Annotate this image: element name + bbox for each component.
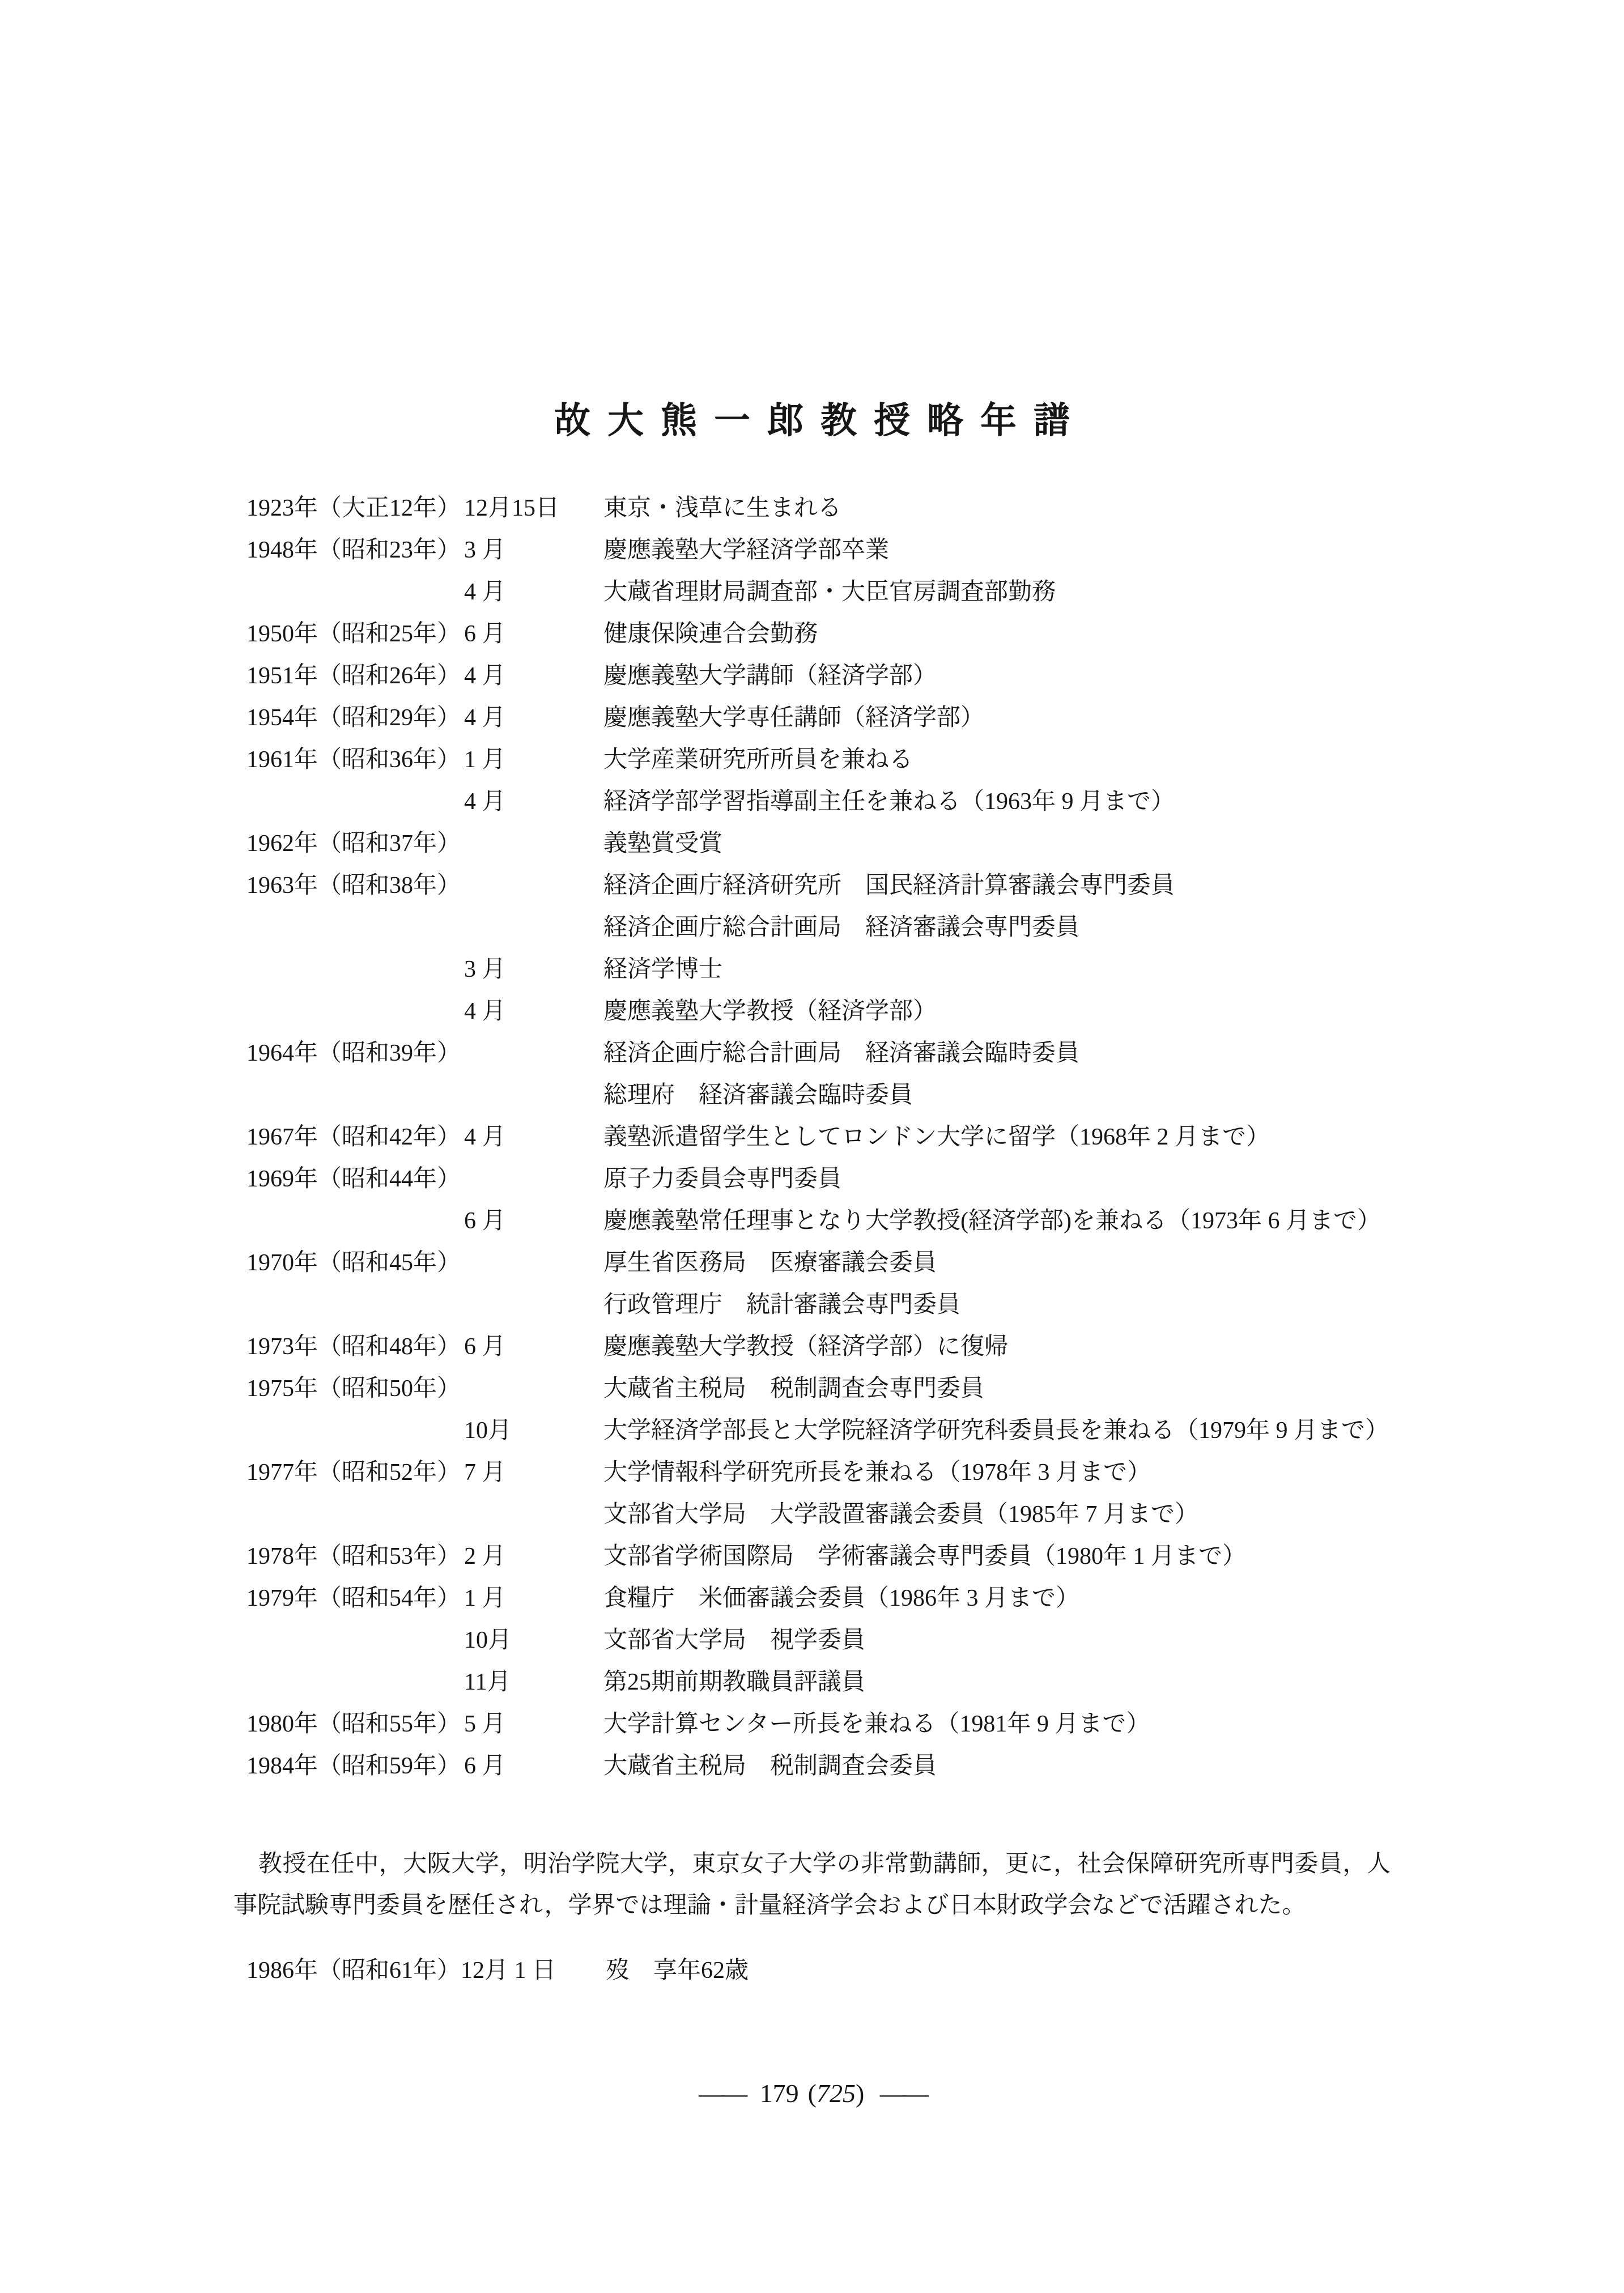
chronology-row xyxy=(246,1282,1511,1324)
entry-year: 1978年（昭和53年） xyxy=(246,1543,461,1569)
chronology-row xyxy=(246,1701,1511,1743)
entry-month: 4 月 xyxy=(464,705,506,731)
entry-year: 1951年（昭和26年） xyxy=(246,663,461,689)
chronology-row xyxy=(246,1156,1511,1198)
entry-description: 経済学博士 xyxy=(603,956,723,982)
entry-month: 4 月 xyxy=(464,579,506,605)
chronology-row xyxy=(246,904,1511,946)
death-record xyxy=(246,1947,749,1989)
chronology-row xyxy=(246,1365,1511,1407)
entry-description: 原子力委員会専門委員 xyxy=(603,1166,842,1192)
entry-description: 文部省学術国際局 学術審議会専門委員（1980年 1 月まで） xyxy=(603,1543,1247,1569)
biography-paragraph: 教授在任中，大阪大学，明治学院大学，東京女子大学の非常勤講師，更に，社会保障研究所専門委員，人事院試験専門委員を歴任され，学界では理論・計量経済学会および日本財政学会などで活躍された。 xyxy=(233,1851,1391,1918)
entry-year: 1954年（昭和29年） xyxy=(246,705,461,731)
entry-month: 6 月 xyxy=(464,1208,506,1234)
entry-month: 6 月 xyxy=(464,621,506,647)
entry-year: 1973年（昭和48年） xyxy=(246,1334,461,1360)
entry-year: 1961年（昭和36年） xyxy=(246,747,461,773)
entry-description: 厚生省医務局 医療審議会委員 xyxy=(603,1250,937,1276)
chronology-row xyxy=(246,1659,1511,1701)
chronology-row xyxy=(246,695,1511,737)
entry-month: 2 月 xyxy=(464,1543,506,1569)
entry-description: 文部省大学局 大学設置審議会委員（1985年 7 月まで） xyxy=(603,1501,1199,1528)
entry-description: 大学情報科学研究所長を兼ねる（1978年 3 月まで） xyxy=(603,1460,1151,1486)
entry-year: 1962年（昭和37年） xyxy=(246,831,461,857)
entry-year: 1950年（昭和25年） xyxy=(246,621,461,647)
entry-description: 大学計算センター所長を兼ねる（1981年 9 月まで） xyxy=(603,1711,1150,1737)
entry-month: 10月 xyxy=(464,1627,512,1653)
chronology-row xyxy=(246,611,1511,653)
entry-description: 大蔵省主税局 税制調査会委員 xyxy=(603,1753,937,1779)
entry-month: 7 月 xyxy=(464,1460,506,1486)
entry-month: 6 月 xyxy=(464,1334,506,1360)
footer-paren-close: ) xyxy=(856,2079,865,2108)
page-title: 故大熊一郎教授略年譜 xyxy=(554,400,1087,441)
chronology-row xyxy=(246,1575,1511,1617)
chronology-row xyxy=(246,862,1511,904)
chronology-row xyxy=(246,527,1511,569)
entry-year: 1984年（昭和59年） xyxy=(246,1753,461,1779)
entry-description: 行政管理庁 統計審議会専門委員 xyxy=(603,1292,961,1318)
entry-description: 慶應義塾大学教授（経済学部） xyxy=(603,998,937,1024)
chronology-row xyxy=(246,1114,1511,1156)
chronology-row xyxy=(246,485,1511,527)
entry-description: 慶應義塾大学講師（経済学部） xyxy=(603,663,937,689)
entry-description: 慶應義塾大学教授（経済学部）に復帰 xyxy=(603,1334,1009,1360)
entry-description: 東京・浅草に生まれる xyxy=(603,495,842,521)
entry-description: 経済学部学習指導副主任を兼ねる（1963年 9 月まで） xyxy=(603,789,1175,815)
entry-description: 文部省大学局 視学委員 xyxy=(603,1627,866,1653)
footer-volume-number: 725 xyxy=(817,2079,856,2108)
entry-month: 3 月 xyxy=(464,956,506,982)
chronology-row xyxy=(246,737,1511,778)
entry-month: 5 月 xyxy=(464,1711,506,1737)
chronology-row xyxy=(246,946,1511,988)
chronology-row xyxy=(246,1743,1511,1785)
entry-year: 1967年（昭和42年） xyxy=(246,1124,461,1150)
entry-month: 1 月 xyxy=(464,1585,506,1611)
entry-description: 義塾賞受賞 xyxy=(603,831,723,857)
entry-month: 12月15日 xyxy=(464,495,560,521)
entry-year: 1969年（昭和44年） xyxy=(246,1166,461,1192)
footer-page-number: 179 xyxy=(759,2079,799,2108)
entry-description: 経済企画庁総合計画局 経済審議会臨時委員 xyxy=(603,1040,1080,1066)
chronology-row xyxy=(246,1491,1511,1533)
death-note: 歿 享年62歳 xyxy=(606,1958,749,1984)
entry-description: 慶應義塾大学経済学部卒業 xyxy=(603,537,890,563)
chronology-row xyxy=(246,1449,1511,1491)
entry-month: 6 月 xyxy=(464,1753,506,1779)
entry-description: 健康保険連合会勤務 xyxy=(603,621,818,647)
entry-description: 第25期前期教職員評議員 xyxy=(603,1669,866,1695)
entry-month: 1 月 xyxy=(464,747,506,773)
chronology-row xyxy=(246,778,1511,820)
entry-year: 1975年（昭和50年） xyxy=(246,1376,461,1402)
entry-month: 4 月 xyxy=(464,998,506,1024)
chronology-row xyxy=(246,1324,1511,1365)
page-footer xyxy=(0,2078,1624,2108)
footer-right-rule: ―― xyxy=(879,2079,925,2108)
chronology-row xyxy=(246,569,1511,611)
entry-description: 慶應義塾大学専任講師（経済学部） xyxy=(603,705,985,731)
chronology-row xyxy=(246,1240,1511,1282)
entry-description: 経済企画庁総合計画局 経済審議会専門委員 xyxy=(603,914,1080,941)
entry-month: 4 月 xyxy=(464,1124,506,1150)
death-date: 1986年（昭和61年）12月 1 日 xyxy=(246,1958,556,1984)
entry-year: 1979年（昭和54年） xyxy=(246,1585,461,1611)
entry-description: 義塾派遣留学生としてロンドン大学に留学（1968年 2 月まで） xyxy=(603,1124,1270,1150)
entry-year: 1964年（昭和39年） xyxy=(246,1040,461,1066)
entry-description: 大蔵省主税局 税制調査会専門委員 xyxy=(603,1376,985,1402)
entry-month: 10月 xyxy=(464,1418,512,1444)
chronology-list xyxy=(246,485,1511,1785)
chronology-row xyxy=(246,1198,1511,1240)
entry-year: 1977年（昭和52年） xyxy=(246,1460,461,1486)
entry-description: 大学経済学部長と大学院経済学研究科委員長を兼ねる（1979年 9 月まで） xyxy=(603,1418,1389,1444)
entry-description: 経済企画庁経済研究所 国民経済計算審議会専門委員 xyxy=(603,873,1175,899)
chronology-row xyxy=(246,1030,1511,1072)
chronology-row xyxy=(246,820,1511,862)
entry-description: 総理府 経済審議会臨時委員 xyxy=(603,1082,913,1108)
entry-year: 1948年（昭和23年） xyxy=(246,537,461,563)
entry-year: 1970年（昭和45年） xyxy=(246,1250,461,1276)
entry-description: 大蔵省理財局調査部・大臣官房調査部勤務 xyxy=(603,579,1056,605)
chronology-row xyxy=(246,1072,1511,1114)
entry-description: 食糧庁 米価審議会委員（1986年 3 月まで） xyxy=(603,1585,1080,1611)
chronology-row xyxy=(246,1533,1511,1575)
entry-month: 11月 xyxy=(464,1669,511,1695)
entry-year: 1923年（大正12年） xyxy=(246,495,461,521)
footer-left-rule: ―― xyxy=(699,2079,745,2108)
entry-description: 大学産業研究所所員を兼ねる xyxy=(603,747,913,773)
footer-paren-open: ( xyxy=(807,2079,817,2108)
entry-year: 1980年（昭和55年） xyxy=(246,1711,461,1737)
entry-month: 4 月 xyxy=(464,789,506,815)
entry-month: 3 月 xyxy=(464,537,506,563)
chronology-row xyxy=(246,988,1511,1030)
chronology-row xyxy=(246,1617,1511,1659)
chronology-row xyxy=(246,653,1511,695)
entry-year: 1963年（昭和38年） xyxy=(246,873,461,899)
entry-month: 4 月 xyxy=(464,663,506,689)
entry-description: 慶應義塾常任理事となり大学教授(経済学部)を兼ねる（1973年 6 月まで） xyxy=(603,1208,1381,1234)
chronology-row xyxy=(246,1407,1511,1449)
